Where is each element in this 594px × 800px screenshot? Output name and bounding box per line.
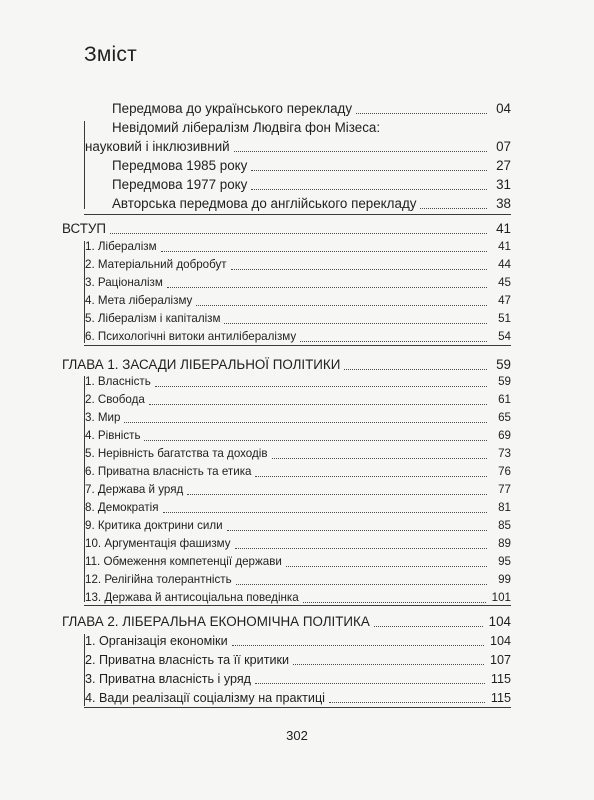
toc-item-label: 11. Обмеження компетенції держави	[85, 555, 282, 568]
section-divider	[84, 214, 511, 215]
toc-heading-chapter-2[interactable]	[62, 613, 511, 631]
dot-leader	[235, 548, 487, 549]
toc-item-page: 77	[498, 483, 511, 496]
toc-item-page: 73	[498, 447, 511, 460]
toc-entry-author-preface[interactable]	[112, 195, 511, 213]
toc-item-page: 59	[498, 375, 511, 388]
dot-leader	[286, 566, 487, 567]
dot-leader	[196, 305, 487, 306]
toc-item-state-government[interactable]	[85, 481, 511, 499]
page-title: Зміст	[84, 43, 137, 66]
toc-item-freedom[interactable]	[85, 391, 511, 409]
toc-item-label: 4. Вади реалізації соціалізму на практиці	[85, 691, 325, 705]
toc-heading-page: 41	[496, 221, 511, 236]
toc-item-label: 7. Держава й уряд	[85, 483, 184, 496]
toc-entry-unknown-liberalism[interactable]	[85, 138, 511, 156]
dot-leader	[329, 702, 485, 703]
toc-item-page: 101	[491, 591, 511, 604]
toc-heading-page: 59	[496, 357, 511, 372]
toc-heading-label: ГЛАВА 2. ЛІБЕРАЛЬНА ЕКОНОМІЧНА ПОЛІТИКА	[62, 614, 370, 629]
toc-entry-page: 38	[496, 196, 511, 211]
toc-item-label: 1. Власність	[85, 375, 151, 388]
section-divider-vertical	[84, 634, 85, 706]
dot-leader	[344, 369, 487, 370]
toc-item-page: 104	[489, 634, 511, 648]
toc-item-property-ethics[interactable]	[85, 463, 511, 481]
dot-leader	[124, 422, 487, 423]
dot-leader	[231, 269, 487, 270]
toc-entry-label-line1: Невідомий лібералізм Людвіга фон Мізеса:	[112, 120, 381, 135]
toc-item-page: 69	[498, 429, 511, 442]
toc-item-material-welfare[interactable]	[85, 256, 511, 274]
page-number: 302	[286, 728, 308, 743]
toc-item-property-critics[interactable]	[85, 651, 511, 669]
dot-leader	[255, 476, 487, 477]
dot-leader	[167, 287, 487, 288]
dot-leader	[227, 530, 487, 531]
dot-leader	[420, 208, 487, 209]
toc-item-label: 1. Лібералізм	[85, 240, 157, 253]
toc-item-page: 115	[490, 691, 511, 705]
toc-item-label: 2. Матеріальний добробут	[85, 258, 227, 271]
toc-item-page: 45	[498, 276, 511, 289]
toc-item-label: 4. Рівність	[85, 429, 141, 442]
toc-item-antiliberalism-roots[interactable]	[85, 328, 511, 346]
toc-item-label: 2. Свобода	[85, 393, 145, 406]
toc-item-page: 61	[498, 393, 511, 406]
toc-item-label: 5. Нерівність багатства та доходів	[85, 447, 268, 460]
toc-entry-ukrainian-preface[interactable]	[112, 100, 511, 118]
toc-item-label: 4. Мета лібералізму	[85, 294, 193, 307]
dot-leader	[300, 341, 487, 342]
toc-item-page: 89	[498, 537, 511, 550]
toc-entry-page: 31	[496, 177, 511, 192]
toc-item-page: 115	[490, 672, 511, 686]
section-divider-vertical	[84, 376, 85, 602]
toc-entry-page: 07	[496, 139, 511, 154]
toc-item-fascism-argument[interactable]	[85, 535, 511, 553]
toc-item-label: 3. Раціоналізм	[85, 276, 163, 289]
toc-item-label: 9. Критика доктрини сили	[85, 519, 223, 532]
toc-item-force-doctrine[interactable]	[85, 517, 511, 535]
dot-leader	[110, 233, 487, 234]
toc-item-wealth-inequality[interactable]	[85, 445, 511, 463]
toc-item-page: 54	[498, 330, 511, 343]
toc-item-label: 6. Приватна власність та етика	[85, 465, 252, 478]
toc-entry-label: Авторська передмова до англійського перекладу	[112, 196, 417, 211]
toc-heading-page: 104	[488, 614, 511, 629]
toc-item-religious-tolerance[interactable]	[85, 571, 511, 589]
toc-item-label: 3. Мир	[85, 411, 121, 424]
toc-item-economy-organization[interactable]	[85, 632, 511, 650]
toc-item-page: 85	[498, 519, 511, 532]
toc-item-democracy[interactable]	[85, 499, 511, 517]
toc-item-label: 3. Приватна власність і уряд	[85, 672, 252, 686]
toc-item-liberalism-capitalism[interactable]	[85, 310, 511, 328]
toc-item-goal-of-liberalism[interactable]	[85, 292, 511, 310]
dot-leader	[356, 113, 487, 114]
dot-leader	[293, 664, 484, 665]
section-divider	[84, 707, 511, 708]
toc-item-equality[interactable]	[85, 427, 511, 445]
section-divider	[84, 345, 511, 346]
toc-item-property-government[interactable]	[85, 670, 511, 688]
toc-item-socialism-flaws[interactable]	[85, 689, 511, 707]
toc-item-page: 81	[498, 501, 511, 514]
dot-leader	[236, 584, 487, 585]
toc-item-label: 12. Релігійна толерантність	[85, 573, 232, 586]
toc-heading-intro[interactable]	[62, 220, 511, 238]
toc-entry-page: 27	[496, 158, 511, 173]
toc-item-label: 8. Демократія	[85, 501, 159, 514]
toc-item-page: 99	[498, 573, 511, 586]
toc-entry-label: Передмова 1977 року	[112, 177, 248, 192]
toc-heading-label: ГЛАВА 1. ЗАСАДИ ЛІБЕРАЛЬНОЇ ПОЛІТИКИ	[62, 357, 341, 372]
toc-item-label: 13. Держава й антисоціальна поведінка	[85, 591, 299, 604]
toc-item-label: 5. Лібералізм і капіталізм	[85, 312, 221, 325]
section-divider-vertical	[84, 241, 85, 343]
dot-leader	[251, 189, 487, 190]
toc-item-page: 95	[498, 555, 511, 568]
dot-leader	[155, 386, 487, 387]
toc-item-rationalism[interactable]	[85, 274, 511, 292]
toc-item-peace[interactable]	[85, 409, 511, 427]
toc-item-label: 2. Приватна власність та її критики	[85, 653, 290, 667]
dot-leader	[161, 251, 487, 252]
toc-item-label: 1. Організація економіки	[85, 634, 228, 648]
section-divider-vertical	[84, 121, 85, 209]
toc-item-label: 6. Психологічні витоки антилібералізму	[85, 330, 297, 343]
dot-leader	[149, 404, 487, 405]
dot-leader	[232, 645, 484, 646]
toc-item-state-limits[interactable]	[85, 553, 511, 571]
toc-item-page: 44	[498, 258, 511, 271]
toc-item-label: 10. Аргументація фашизму	[85, 537, 231, 550]
toc-item-page: 76	[498, 465, 511, 478]
toc-entry-preface-1977[interactable]	[112, 176, 511, 194]
dot-leader	[163, 512, 488, 513]
dot-leader	[187, 494, 487, 495]
dot-leader	[374, 626, 483, 627]
dot-leader	[255, 683, 485, 684]
toc-entry-preface-1985[interactable]	[112, 157, 511, 175]
toc-item-page: 65	[498, 411, 511, 424]
dot-leader	[234, 151, 487, 152]
toc-item-page: 47	[498, 294, 511, 307]
toc-entry-label: науковий і інклюзивний	[85, 139, 230, 154]
dot-leader	[144, 440, 487, 441]
toc-item-page: 51	[498, 312, 511, 325]
toc-entry-page: 04	[496, 101, 511, 116]
dot-leader	[251, 170, 487, 171]
toc-item-liberalism[interactable]	[85, 238, 511, 256]
toc-item-property[interactable]	[85, 373, 511, 391]
toc-item-page: 107	[489, 653, 511, 667]
dot-leader	[272, 458, 487, 459]
toc-entry-label: Передмова до українського перекладу	[112, 101, 353, 116]
toc-heading-label: ВСТУП	[62, 221, 107, 236]
toc-heading-chapter-1[interactable]	[62, 356, 511, 374]
section-divider	[84, 605, 511, 606]
dot-leader	[303, 602, 486, 603]
toc-item-page: 41	[498, 240, 511, 253]
toc-entry-label: Передмова 1985 року	[112, 158, 248, 173]
dot-leader	[224, 323, 487, 324]
